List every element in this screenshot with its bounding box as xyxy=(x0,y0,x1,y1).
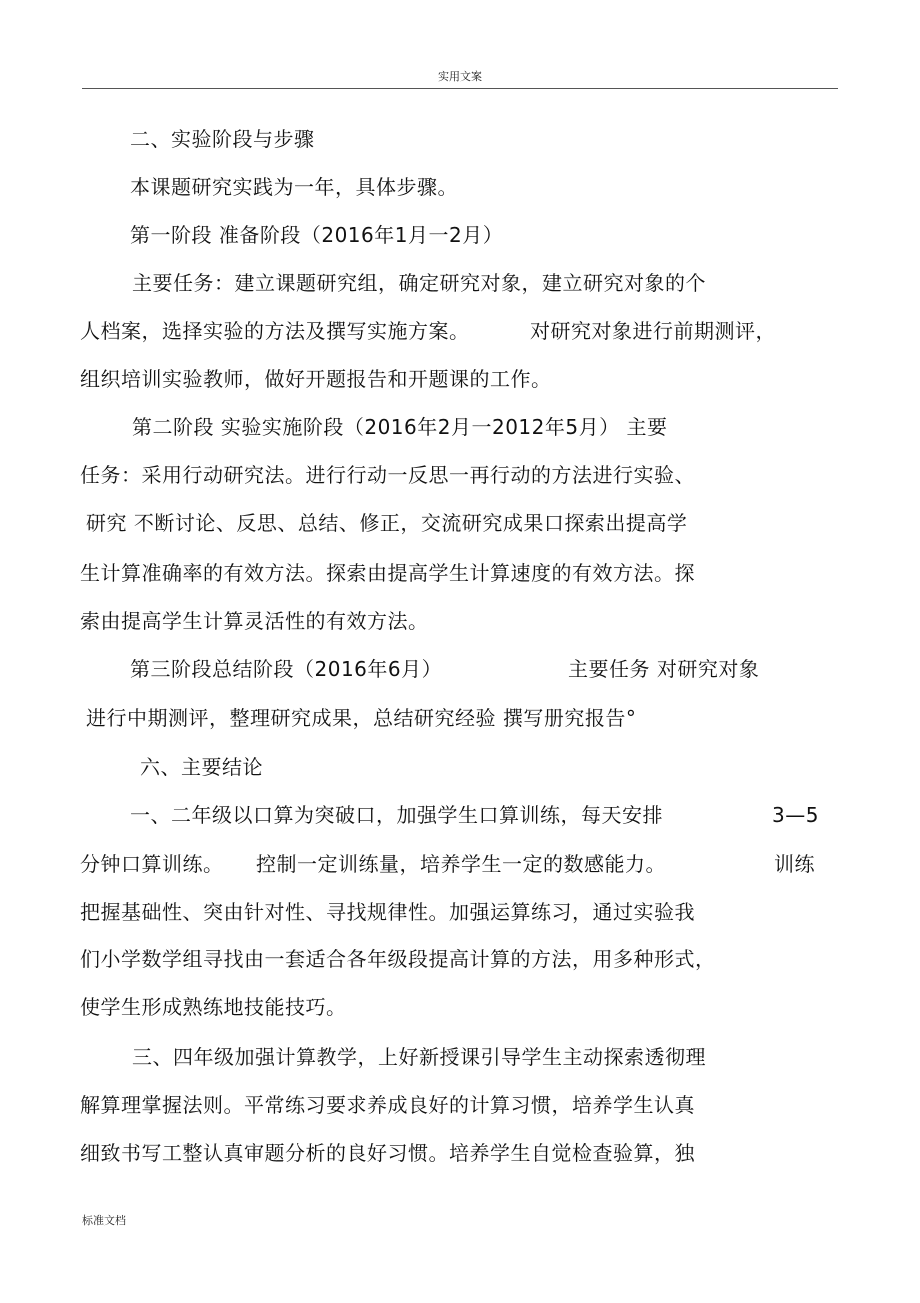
paragraph-line: 生计算准确率的有效方法。探索由提高学生计算速度的有效方法。探 xyxy=(80,561,695,585)
paragraph-line: 控制一定训练量，培养学生一定的数感能力。 xyxy=(256,852,666,876)
paragraph-line: 主要任务：建立课题研究组，确定研究对象，建立研究对象的个 xyxy=(132,271,706,295)
paragraph-line: 把握基础性、突由针对性、寻找规律性。加强运算练习，通过实验我 xyxy=(80,900,695,924)
paragraph-line: 进行中期测评，整理研究成果，总结研究经验 撰写册究报告° xyxy=(86,706,637,730)
paragraph-line: 分钟口算训练。 xyxy=(80,852,224,876)
paragraph-line: 索由提高学生计算灵活性的有效方法。 xyxy=(80,609,429,633)
section-heading: 二、实验阶段与步骤 xyxy=(130,127,315,151)
paragraph-line: 解算理掌握法则。平常练习要求养成良好的计算习惯，培养学生认真 xyxy=(80,1093,695,1117)
paragraph-line: 任务：采用行动研究法。进行行动一反思一再行动的方法进行实验、 xyxy=(80,463,695,487)
paragraph-line: 们小学数学组寻找由一套适合各年级段提高计算的方法，用多种形式， xyxy=(80,947,716,971)
section-heading: 六、主要结论 xyxy=(140,755,263,779)
paragraph-line: 一、二年级以口算为突破口，加强学生口算训练，每天安排 xyxy=(130,803,663,827)
paragraph-line: 训练 xyxy=(774,852,815,876)
paragraph-line: 主要任务 对研究对象 xyxy=(568,657,760,681)
paragraph-intro: 本课题研究实践为一年，具体步骤。 xyxy=(130,175,458,199)
paragraph-line: 3—5 xyxy=(772,803,819,827)
stage-title: 第一阶段 准备阶段（2016年1月一2月） xyxy=(130,223,504,247)
stage-title: 第二阶段 实验实施阶段（2016年2月一2012年5月） 主要 xyxy=(132,415,668,439)
paragraph-line: 细致书写工整认真审题分析的良好习惯。培养学生自觉检查验算，独 xyxy=(80,1141,695,1165)
paragraph-line: 使学生形成熟练地技能技巧。 xyxy=(80,995,347,1019)
header-divider xyxy=(82,88,838,89)
stage-title: 第三阶段总结阶段（2016年6月） xyxy=(130,657,443,681)
page-footer: 标准文档 xyxy=(82,1214,126,1227)
header-title: 实用文案 xyxy=(438,70,482,83)
paragraph-line: 对研究对象进行前期测评， xyxy=(530,319,776,343)
paragraph-line: 研究 不断讨论、反思、总结、修正，交流研究成果口探索出提高学 xyxy=(86,511,688,535)
paragraph-line: 三、四年级加强计算教学，上好新授课引导学生主动探索透彻理 xyxy=(132,1045,706,1069)
paragraph-line: 人档案，选择实验的方法及撰写实施方案。 xyxy=(80,319,470,343)
paragraph-line: 组织培训实验教师，做好开题报告和开题课的工作。 xyxy=(80,367,552,391)
